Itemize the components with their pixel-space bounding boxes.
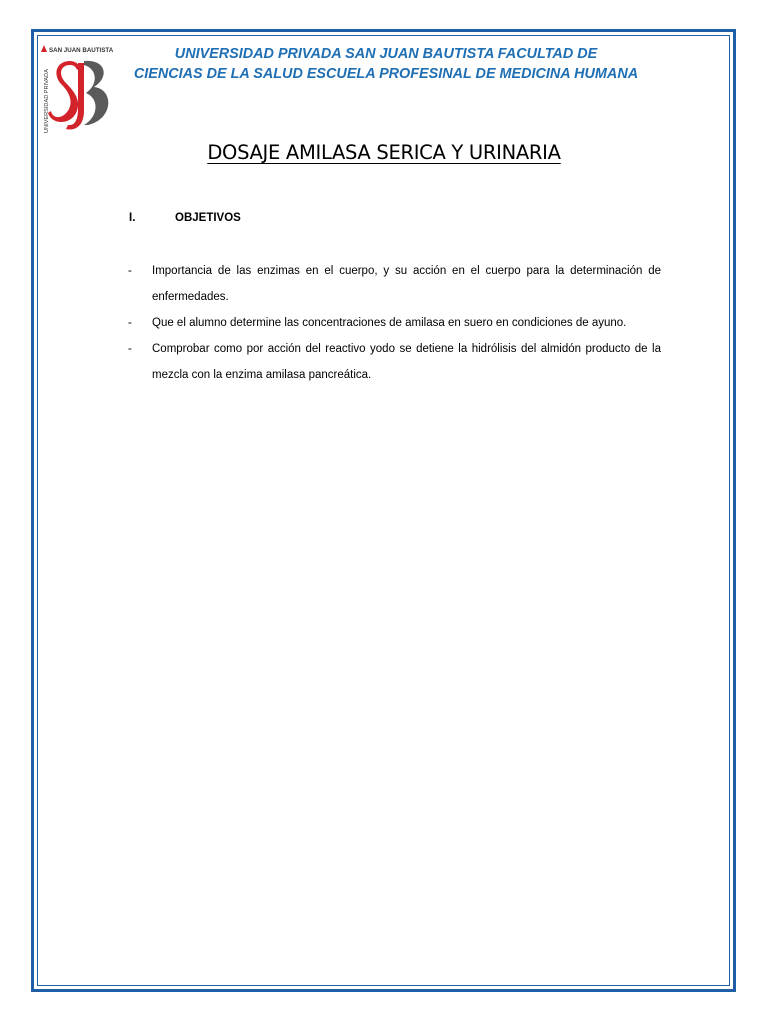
list-item [126,336,661,388]
logo-triangle-icon [41,45,47,52]
list-item [126,310,661,336]
university-header [118,44,654,84]
section-number: I. [129,212,136,224]
bullet-dash: - [128,317,132,329]
section-label: OBJETIVOS [175,212,241,224]
logo-monogram-icon [48,61,108,130]
header-line-1: UNIVERSIDAD PRIVADA SAN JUAN BAUTISTA FACULTAD DE [174,46,598,62]
logo-top-text: SAN JUAN BAUTISTA [49,47,114,54]
objective-text: Importancia de las enzimas en el cuerpo, y su acción en el cuerpo para la determinación de enfermedades. [152,265,661,303]
objectives-list [126,258,661,388]
objective-text: Comprobar como por acción del reactivo yodo se detiene la hidrólisis del almidón producto de la mezcla con la enzima amilasa pancreática. [152,343,661,381]
bullet-dash: - [128,343,132,355]
objective-text: Que el alumno determine las concentraciones de amilasa en suero en condiciones de ayuno. [152,317,627,329]
university-logo [40,41,116,137]
bullet-dash: - [128,265,132,277]
logo-side-text: UNIVERSIDAD PRIVADA [44,69,50,133]
document-title: DOSAJE AMILASA SERICA Y URINARIA [207,141,561,164]
list-item [126,258,661,310]
page-border-inner [37,35,730,986]
header-line-2: CIENCIAS DE LA SALUD ESCUELA PROFESINAL DE MEDICINA HUMANA [133,66,639,82]
